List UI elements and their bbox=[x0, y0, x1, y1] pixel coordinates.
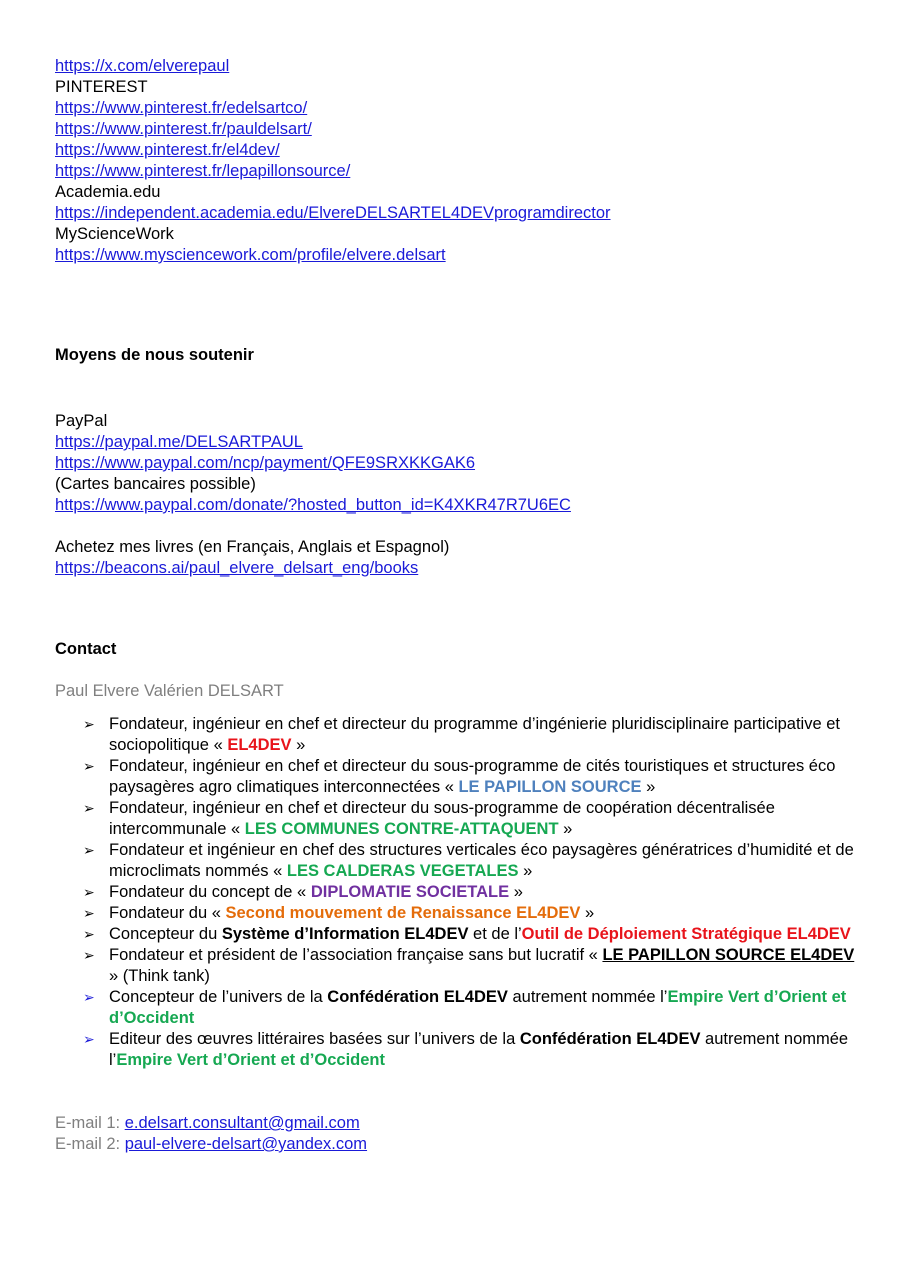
paypal-payment-link[interactable]: https://www.paypal.com/ncp/payment/QFE9SRXKKGAK6 bbox=[55, 454, 476, 472]
arrowhead-bullet-icon: ➢ bbox=[83, 800, 95, 816]
paypal-link-line bbox=[55, 495, 855, 516]
contact-heading: Contact bbox=[55, 640, 117, 658]
arrowhead-bullet-icon: ➢ bbox=[83, 1031, 95, 1047]
pinterest-link-line bbox=[55, 98, 855, 119]
contact-name: Paul Elvere Valérien DELSART bbox=[55, 682, 284, 700]
email-2-link[interactable]: paul-elvere-delsart@yandex.com bbox=[124, 1135, 368, 1153]
pinterest-link-line bbox=[55, 140, 855, 161]
paypal-donate-link[interactable]: https://www.paypal.com/donate/?hosted_button_id=K4XKR47R7U6EC bbox=[55, 496, 571, 514]
pinterest-link-line bbox=[55, 161, 855, 182]
list-item: ➢ Concepteur de l’univers de la Confédération EL4DEV autrement nommée l’Empire Vert d’Orient et d’Occident bbox=[83, 988, 847, 1027]
arrowhead-bullet-icon: ➢ bbox=[83, 884, 95, 900]
list-item: ➢ Fondateur, ingénieur en chef et directeur du sous-programme de cités touristiques et structures éco paysagères agro climatiques interconnectées « LE PAPILLON SOURCE » bbox=[83, 757, 836, 796]
list-item: ➢ Fondateur et président de l’association française sans but lucratif « LE PAPILLON SOURCE EL4DEV » (Think tank) bbox=[83, 946, 855, 985]
paypal-link-line bbox=[55, 453, 855, 474]
pinterest-link-el4dev[interactable]: https://www.pinterest.fr/el4dev/ bbox=[55, 141, 280, 159]
document-page bbox=[55, 56, 855, 1155]
pinterest-link-pauldelsart[interactable]: https://www.pinterest.fr/pauldelsart/ bbox=[55, 120, 312, 138]
email-2-line bbox=[55, 1134, 855, 1155]
list-item: ➢ Editeur des œuvres littéraires basées sur l’univers de la Confédération EL4DEV autrement nommée l’Empire Vert d’Orient et d’Occident bbox=[83, 1030, 849, 1069]
arrowhead-bullet-icon: ➢ bbox=[83, 926, 95, 942]
x-link[interactable]: https://x.com/elverepaul bbox=[55, 57, 230, 75]
academia-link[interactable]: https://independent.academia.edu/ElvereDELSARTEL4DEVprogramdirector bbox=[55, 204, 611, 222]
email-1-link[interactable]: e.delsart.consultant@gmail.com bbox=[124, 1114, 360, 1132]
pinterest-link-lepapillonsource[interactable]: https://www.pinterest.fr/lepapillonsource/ bbox=[55, 162, 351, 180]
mysciencework-link-line bbox=[55, 245, 855, 266]
mysciencework-link[interactable]: https://www.mysciencework.com/profile/elvere.delsart bbox=[55, 246, 446, 264]
paypal-label: PayPal bbox=[55, 412, 108, 430]
list-item: ➢ Concepteur du Système d’Information EL4DEV et de l’Outil de Déploiement Stratégique EL4DEV bbox=[83, 925, 851, 943]
paypal-link-line bbox=[55, 432, 855, 453]
list-item: ➢ Fondateur et ingénieur en chef des structures verticales éco paysagères génératrices d’humidité et de microclimats nommés « LES CALDERAS VEGETALES » bbox=[83, 841, 854, 880]
books-link[interactable]: https://beacons.ai/paul_elvere_delsart_eng/books bbox=[55, 559, 419, 577]
academia-label: Academia.edu bbox=[55, 183, 161, 201]
email-1-line bbox=[55, 1113, 855, 1134]
books-link-line bbox=[55, 558, 855, 579]
arrowhead-bullet-icon: ➢ bbox=[83, 716, 95, 732]
list-item: ➢ Fondateur du « Second mouvement de Renaissance EL4DEV » bbox=[83, 904, 595, 922]
arrowhead-bullet-icon: ➢ bbox=[83, 758, 95, 774]
x-link-line bbox=[55, 56, 855, 77]
email-1-label: E-mail 1: bbox=[55, 1114, 125, 1132]
email-2-label: E-mail 2: bbox=[55, 1135, 125, 1153]
list-item: ➢ Fondateur, ingénieur en chef et directeur du sous-programme de coopération décentralisée intercommunale « LES COMMUNES CONTRE-ATTAQUENT » bbox=[83, 799, 775, 838]
books-text: Achetez mes livres (en Français, Anglais et Espagnol) bbox=[55, 538, 450, 556]
arrowhead-bullet-icon: ➢ bbox=[83, 905, 95, 921]
arrowhead-bullet-icon: ➢ bbox=[83, 989, 95, 1005]
mysciencework-label: MyScienceWork bbox=[55, 225, 174, 243]
pinterest-link-line bbox=[55, 119, 855, 140]
arrowhead-bullet-icon: ➢ bbox=[83, 842, 95, 858]
arrowhead-bullet-icon: ➢ bbox=[83, 947, 95, 963]
roles-list bbox=[55, 714, 855, 1071]
cards-note: (Cartes bancaires possible) bbox=[55, 475, 256, 493]
pinterest-label: PINTEREST bbox=[55, 78, 148, 96]
list-item: ➢ Fondateur du concept de « DIPLOMATIE SOCIETALE » bbox=[83, 883, 523, 901]
pinterest-link-edelsartco[interactable]: https://www.pinterest.fr/edelsartco/ bbox=[55, 99, 308, 117]
list-item: ➢ Fondateur, ingénieur en chef et directeur du programme d’ingénierie pluridisciplinaire participative et sociopolitique « EL4DEV » bbox=[83, 715, 840, 754]
support-heading: Moyens de nous soutenir bbox=[55, 346, 254, 364]
paypal-me-link[interactable]: https://paypal.me/DELSARTPAUL bbox=[55, 433, 303, 451]
academia-link-line bbox=[55, 203, 855, 224]
